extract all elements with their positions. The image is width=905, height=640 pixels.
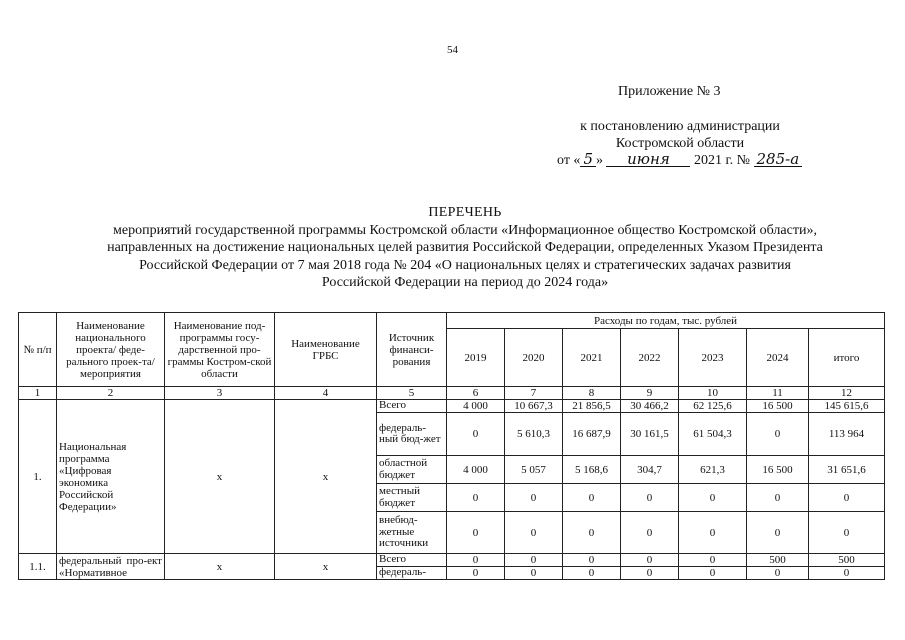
cell-value: 0 — [563, 554, 621, 567]
cell-value: 0 — [447, 413, 505, 456]
header-source: Источник финанси-рования — [377, 313, 447, 387]
col-number: 3 — [165, 387, 275, 400]
cell-value: 0 — [621, 554, 679, 567]
decree-reference — [540, 118, 820, 152]
col-number: 9 — [621, 387, 679, 400]
cell-value: 0 — [679, 554, 747, 567]
row-source: внебюд-жетные источники — [377, 512, 447, 554]
cell-value: 30 161,5 — [621, 413, 679, 456]
cell-value: 10 667,3 — [505, 400, 563, 413]
cell-value: 16 687,9 — [563, 413, 621, 456]
header-year: 2022 — [621, 329, 679, 387]
col-number: 8 — [563, 387, 621, 400]
row-source: Всего — [377, 554, 447, 567]
row-source: федераль- — [377, 567, 447, 580]
cell-value: 0 — [747, 413, 809, 456]
cell-value: 0 — [447, 512, 505, 554]
cell-value: 304,7 — [621, 456, 679, 484]
cell-value: 0 — [563, 484, 621, 512]
row-grbs: х — [275, 554, 377, 580]
title-line-3: Российской Федерации от 7 мая 2018 года № 204 «О национальных целях и стратегических задачах развития — [139, 257, 791, 273]
cell-value: 0 — [563, 512, 621, 554]
row-project-name: федеральный про-ект «Нормативное — [57, 554, 165, 580]
col-number: 1 — [19, 387, 57, 400]
row-subprogram: х — [165, 554, 275, 580]
cell-value: 0 — [447, 567, 505, 580]
cell-value: 0 — [621, 484, 679, 512]
decree-date — [557, 152, 802, 169]
header-project: Наименование национального проекта/ феде-рального проек-та/мероприятия — [57, 313, 165, 387]
title-heading: ПЕРЕЧЕНЬ — [428, 205, 502, 220]
cell-value: 30 466,2 — [621, 400, 679, 413]
table-row — [19, 400, 885, 413]
header-expenses: Расходы по годам, тыс. рублей — [447, 313, 885, 329]
date-prefix: от « — [557, 153, 581, 168]
cell-value: 4 000 — [447, 400, 505, 413]
row-subprogram: х — [165, 400, 275, 554]
decree-line-1: к постановлению администрации — [580, 119, 780, 134]
cell-value: 0 — [679, 484, 747, 512]
title-line-2: направленных на достижение национальных целей развития Российской Федерации, определенных Указом Президента — [107, 240, 823, 255]
date-mid: » — [595, 153, 603, 168]
cell-value: 62 125,6 — [679, 400, 747, 413]
col-number: 12 — [809, 387, 885, 400]
col-number: 6 — [447, 387, 505, 400]
cell-value: 621,3 — [679, 456, 747, 484]
col-number: 10 — [679, 387, 747, 400]
document-title — [40, 204, 890, 292]
cell-value: 0 — [747, 484, 809, 512]
col-number: 4 — [275, 387, 377, 400]
cell-value: 31 651,6 — [809, 456, 885, 484]
header-year: 2020 — [505, 329, 563, 387]
cell-value: 5 168,6 — [563, 456, 621, 484]
cell-value: 0 — [679, 512, 747, 554]
cell-value: 61 504,3 — [679, 413, 747, 456]
header-year: 2024 — [747, 329, 809, 387]
header-year: 2023 — [679, 329, 747, 387]
cell-value: 0 — [747, 512, 809, 554]
row-num: 1.1. — [19, 554, 57, 580]
cell-value: 4 000 — [447, 456, 505, 484]
date-year: 2021 г. № — [693, 153, 751, 168]
header-total: итого — [809, 329, 885, 387]
page-number: 54 — [447, 44, 458, 56]
cell-value: 5 057 — [505, 456, 563, 484]
header-year: 2021 — [563, 329, 621, 387]
row-num: 1. — [19, 400, 57, 554]
row-source: федераль-ный бюд-жет — [377, 413, 447, 456]
handwritten-number: 285-а — [754, 152, 803, 167]
row-source: областной бюджет — [377, 456, 447, 484]
cell-value: 500 — [747, 554, 809, 567]
title-line-1: мероприятий государственной программы Костромской области «Информационное общество Костромской области», — [113, 222, 817, 238]
cell-value: 0 — [621, 567, 679, 580]
handwritten-day: 5 — [580, 152, 596, 167]
cell-value: 16 500 — [747, 400, 809, 413]
header-grbs: Наименование ГРБС — [275, 313, 377, 387]
measures-table — [18, 312, 885, 580]
cell-value: 0 — [505, 567, 563, 580]
column-number-row — [19, 387, 885, 400]
row-project-name: Национальная программа «Цифровая экономика Российской Федерации» — [57, 400, 165, 554]
col-number: 11 — [747, 387, 809, 400]
cell-value: 5 610,3 — [505, 413, 563, 456]
col-number: 5 — [377, 387, 447, 400]
row-source: местный бюджет — [377, 484, 447, 512]
cell-value: 0 — [447, 554, 505, 567]
cell-value: 0 — [447, 484, 505, 512]
col-number: 7 — [505, 387, 563, 400]
cell-value: 145 615,6 — [809, 400, 885, 413]
cell-value: 0 — [809, 484, 885, 512]
cell-value: 0 — [563, 567, 621, 580]
row-source: Всего — [377, 400, 447, 413]
decree-line-2: Костромской области — [615, 136, 745, 151]
appendix-label: Приложение № 3 — [618, 84, 721, 99]
cell-value: 0 — [747, 567, 809, 580]
header-subprogram: Наименование под-программы госу-дарственной про-граммы Костром-ской области — [165, 313, 275, 387]
table-row — [19, 554, 885, 567]
cell-value: 500 — [809, 554, 885, 567]
header-num: № п/п — [19, 313, 57, 387]
cell-value: 16 500 — [747, 456, 809, 484]
cell-value: 0 — [621, 512, 679, 554]
title-line-4: Российской Федерации на период до 2024 года» — [321, 275, 609, 290]
header-year: 2019 — [447, 329, 505, 387]
cell-value: 0 — [679, 567, 747, 580]
cell-value: 0 — [809, 567, 885, 580]
cell-value: 0 — [505, 484, 563, 512]
cell-value: 0 — [809, 512, 885, 554]
cell-value: 0 — [505, 554, 563, 567]
row-grbs: х — [275, 400, 377, 554]
handwritten-month: июня — [606, 152, 690, 167]
cell-value: 0 — [505, 512, 563, 554]
cell-value: 113 964 — [809, 413, 885, 456]
cell-value: 21 856,5 — [563, 400, 621, 413]
col-number: 2 — [57, 387, 165, 400]
